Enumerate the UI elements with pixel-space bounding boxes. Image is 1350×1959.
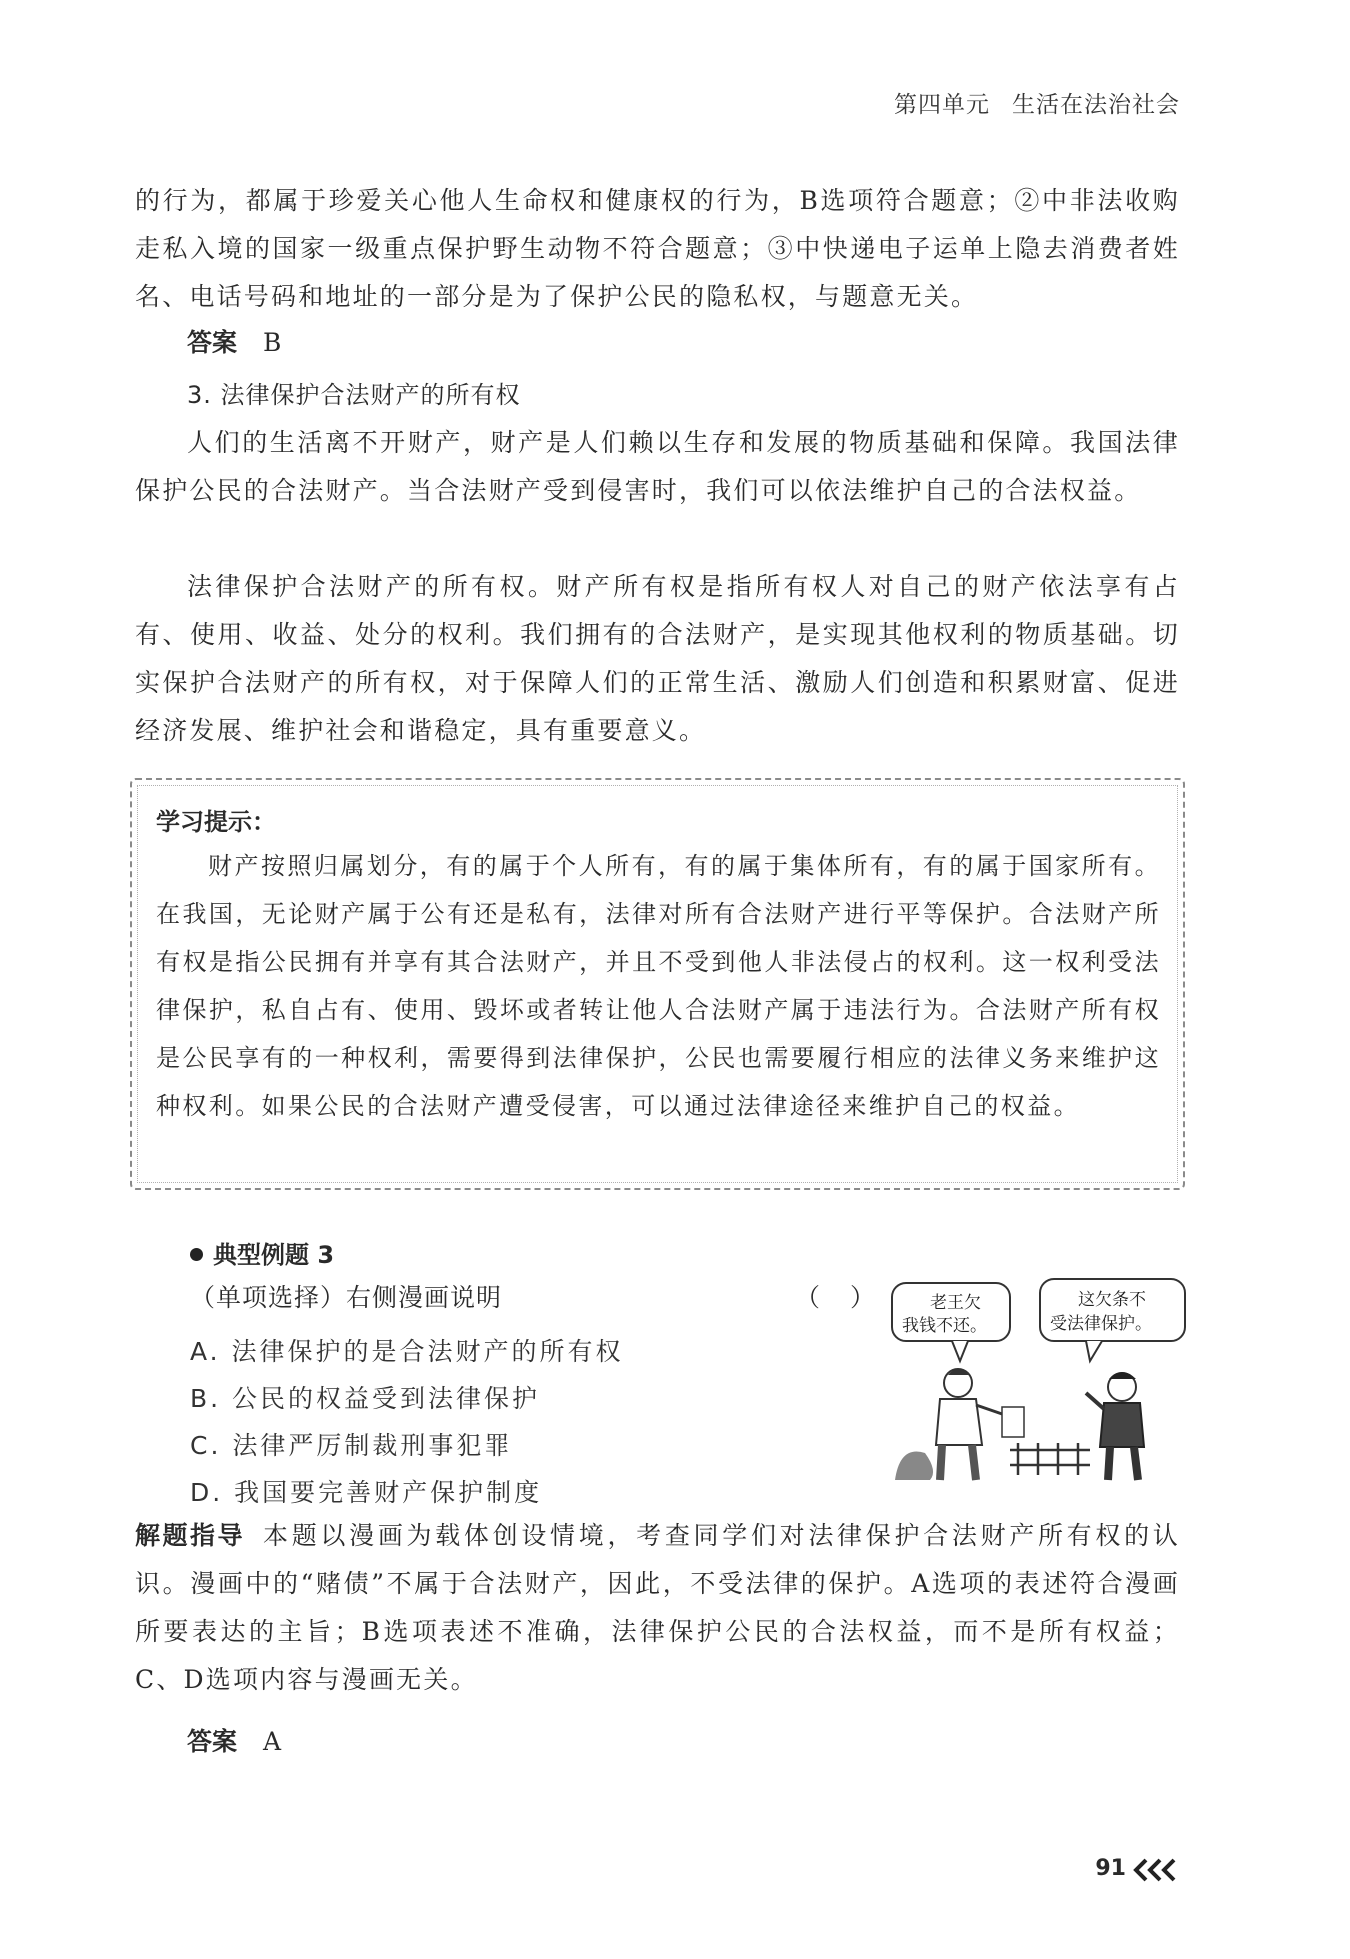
answer-label-2: 答案 (187, 1727, 238, 1756)
paren-open: （ (795, 1283, 821, 1312)
solution-guide (135, 1512, 1180, 1704)
guide-label: 解题指导 (135, 1521, 246, 1550)
answer-label: 答案 (187, 328, 238, 357)
bubble-left-line1: 老王欠 (930, 1293, 981, 1313)
tip-body: 财产按照归属划分，有的属于个人所有，有的属于集体所有，有的属于国家所有。在我国，无论财产属于公有还是私有，法律对所有合法财产进行平等保护。合法财产所有权是指公民拥有并享有其合法财产，并且不受到他人非法侵占的权利。这一权利受法律保护，私自占有、使用、毁坏或者转让他人合法财产属于违法行为。合法财产所有权是公民享有的一种权利，需要得到法律保护，公民也需要履行相应的法律义务来维护这种权利。如果公民的合法财产遭受侵害，可以通过法律途径来维护自己的权益。 (156, 852, 1161, 1120)
cartoon-illustration (890, 1275, 1190, 1485)
fence (1010, 1443, 1090, 1475)
example-heading (190, 1235, 334, 1270)
option-d: D. 我国要完善财产保护制度 (190, 1478, 543, 1507)
answer-value: B (263, 328, 282, 357)
paragraph-continued: 的行为，都属于珍爱关心他人生命权和健康权的行为，B选项符合题意；②中非法收购走私入境的国家一级重点保护野生动物不符合题意；③中快递电子运单上隐去消费者姓名、电话号码和地址的一部分是为了保护公民的隐私权，与题意无关。 (135, 186, 1180, 311)
section-heading: 3. 法律保护合法财产的所有权 (187, 381, 521, 409)
triple-chevron-left-icon (1130, 1856, 1180, 1884)
paragraph-property-basis: 人们的生活离不开财产，财产是人们赖以生存和发展的物质基础和保障。我国法律保护公民的合法财产。当合法财产受到侵害时，我们可以依法维护自己的合法权益。 (135, 428, 1180, 505)
study-tip-box (130, 778, 1185, 1190)
paragraph-ownership: 法律保护合法财产的所有权。财产所有权是指所有权人对自己的财产依法享有占有、使用、收益、处分的权利。我们拥有的合法财产，是实现其他权利的物质基础。切实保护合法财产的所有权，对于保障人们的正常生活、激励人们创造和积累财富、促进经济发展、维护社会和谐稳定，具有重要意义。 (135, 572, 1180, 745)
answer-1 (187, 319, 281, 367)
bullet-icon (190, 1248, 203, 1261)
tip-title: 学习提示： (156, 808, 276, 836)
option-b: B. 公民的权益受到法律保护 (190, 1384, 541, 1413)
bush (895, 1452, 933, 1480)
question-stem: （单项选择）右侧漫画说明 (190, 1283, 503, 1312)
iou-note (1002, 1407, 1024, 1437)
guide-text: 本题以漫画为载体创设情境，考查同学们对法律保护合法财产所有权的认识。漫画中的“赌债”不属于合法财产，因此，不受法律的保护。A选项的表述符合漫画所要表达的主旨；B选项表述不准确，法律保护公民的合法权益，而不是所有权益；C、D选项内容与漫画无关。 (135, 1521, 1180, 1694)
answer-blank (795, 1278, 875, 1318)
example-title-text: 典型例题 3 (213, 1241, 335, 1269)
person-left (936, 1369, 1005, 1480)
bubble-left-line2: 我钱不还。 (902, 1316, 987, 1336)
answer-2 (187, 1718, 281, 1766)
bubble-right-line2: 受法律保护。 (1050, 1314, 1152, 1334)
unit-label: 第四单元 (894, 92, 990, 118)
running-header (894, 86, 1180, 119)
page-number: 91 (1095, 1856, 1126, 1881)
answer-value-2: A (263, 1727, 282, 1756)
bubble-right-line1: 这欠条不 (1078, 1290, 1146, 1310)
paren-close: ） (849, 1283, 875, 1312)
option-a: A. 法律保护的是合法财产的所有权 (190, 1337, 624, 1366)
option-list (190, 1328, 624, 1516)
unit-title: 生活在法治社会 (1012, 92, 1180, 118)
person-right (1086, 1372, 1144, 1480)
option-c: C. 法律严厉制裁刑事犯罪 (190, 1431, 513, 1460)
